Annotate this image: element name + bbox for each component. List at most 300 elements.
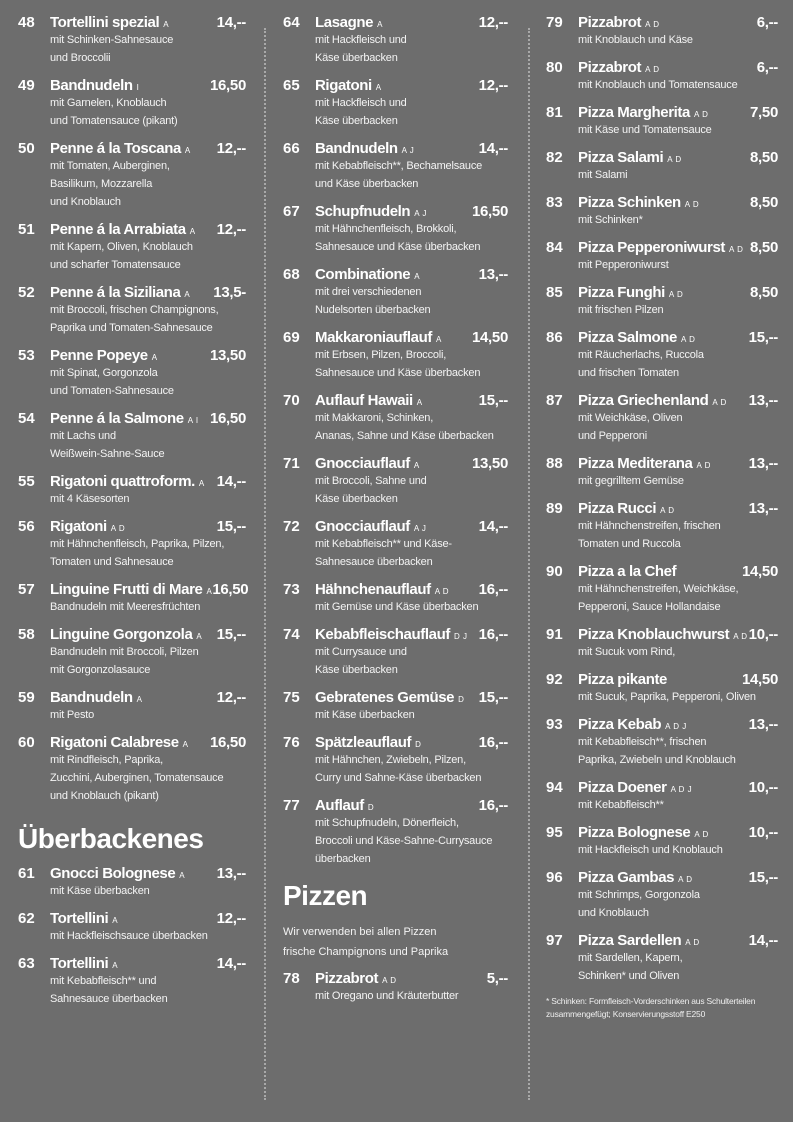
allergen-codes: A J — [401, 146, 415, 155]
menu-item-header — [546, 500, 778, 517]
item-description: und Knoblauch — [50, 196, 121, 208]
allergen-codes: A — [151, 353, 158, 362]
item-description: Sahnesauce überbacken — [315, 556, 433, 568]
item-number: 60 — [18, 734, 35, 751]
menu-item-header — [283, 797, 508, 814]
item-price: 15,-- — [748, 329, 778, 346]
menu-item — [283, 266, 508, 319]
item-description: mit Sardellen, Kapern, — [578, 952, 683, 964]
item-number: 89 — [546, 500, 563, 517]
item-description: mit Pepperoniwurst — [578, 259, 669, 271]
item-description: und Käse überbacken — [315, 178, 419, 190]
item-number: 49 — [18, 77, 35, 94]
item-description: Käse überbacken — [315, 493, 398, 505]
item-number: 53 — [18, 347, 35, 364]
menu-item — [283, 797, 508, 868]
item-price: 14,50 — [741, 671, 778, 688]
item-price: 13,-- — [216, 865, 246, 882]
item-name: Pizza Pepperoniwurst — [578, 239, 726, 256]
item-description: mit 4 Käsesorten — [50, 493, 130, 505]
menu-item — [283, 734, 508, 787]
auflauf-list — [283, 14, 508, 868]
item-name: Spätzleauflauf — [315, 734, 412, 751]
item-description: mit Hähnchen, Zwiebeln, Pilzen, — [315, 754, 466, 766]
menu-item-header — [546, 284, 778, 301]
item-price: 16,-- — [478, 797, 508, 814]
item-description: mit Kapern, Oliven, Knoblauch — [50, 241, 193, 253]
item-price: 14,-- — [216, 14, 246, 31]
menu-item-header — [283, 203, 508, 220]
item-description: mit Hähnchenstreifen, Weichkäse, — [578, 583, 739, 595]
item-price: 6,-- — [756, 59, 778, 76]
item-price: 10,-- — [748, 824, 778, 841]
item-number: 80 — [546, 59, 563, 76]
menu-item-header — [283, 689, 508, 706]
item-price: 15,-- — [478, 689, 508, 706]
allergen-codes: A D — [685, 938, 700, 947]
menu-item-header — [546, 149, 778, 166]
item-price: 13,-- — [748, 716, 778, 733]
menu-item — [546, 239, 778, 274]
menu-item-header — [18, 581, 249, 598]
item-name: Pizza Doener — [578, 779, 667, 796]
item-name: Tortellini — [50, 910, 109, 927]
item-name: Schupfnudeln — [315, 203, 411, 220]
item-number: 67 — [283, 203, 300, 220]
item-name: Linguine Gorgonzola — [50, 626, 193, 643]
menu-item — [546, 932, 778, 985]
item-description: mit Gemüse und Käse überbacken — [315, 601, 479, 613]
menu-item — [546, 329, 778, 382]
allergen-codes: D — [415, 740, 422, 749]
allergen-codes: A — [414, 272, 421, 281]
item-description: und Tomatensauce (pikant) — [50, 115, 178, 127]
allergen-codes: A — [206, 587, 213, 596]
item-number: 85 — [546, 284, 563, 301]
item-description: mit Hähnchenstreifen, frischen — [578, 520, 721, 532]
item-name: Tortellini — [50, 955, 109, 972]
item-number: 62 — [18, 910, 35, 927]
item-price: 15,-- — [216, 518, 246, 535]
pizza-list — [546, 14, 778, 985]
item-number: 93 — [546, 716, 563, 733]
allergen-codes: A J — [413, 524, 427, 533]
allergen-codes: A D — [696, 461, 711, 470]
item-description: mit Salami — [578, 169, 628, 181]
item-description: mit Hackfleisch und — [315, 34, 407, 46]
allergen-codes: A D — [668, 290, 684, 299]
menu-item — [546, 14, 778, 49]
item-number: 91 — [546, 626, 563, 643]
item-description: mit Pesto — [50, 709, 95, 721]
menu-item-header — [18, 955, 246, 972]
menu-item-header — [18, 284, 246, 301]
allergen-codes: A J — [414, 209, 427, 218]
item-description: Zucchini, Auberginen, Tomatensauce — [50, 772, 224, 784]
menu-item — [18, 865, 246, 900]
item-description: mit Hackfleischsauce überbacken — [50, 930, 208, 942]
item-description: mit Hackfleisch und Knoblauch — [578, 844, 723, 856]
item-description: Ananas, Sahne und Käse überbacken — [315, 430, 494, 442]
item-number: 92 — [546, 671, 563, 688]
item-number: 74 — [283, 626, 300, 643]
menu-item — [18, 626, 246, 679]
menu-item — [546, 149, 778, 184]
item-name: Pizza Salmone — [578, 329, 678, 346]
item-description: mit Hähnchenfleisch, Brokkoli, — [315, 223, 457, 235]
item-name: Penne Popeye — [50, 347, 148, 364]
allergen-codes: A D — [681, 335, 696, 344]
allergen-codes: A I — [187, 416, 199, 425]
item-price: 15,-- — [216, 626, 246, 643]
pizzabrot-list — [283, 970, 508, 1005]
menu-item — [546, 716, 778, 769]
allergen-codes: A — [377, 20, 383, 29]
item-price: 16,50 — [471, 203, 508, 220]
item-name: Pizza Griechenland — [578, 392, 709, 409]
item-number: 72 — [283, 518, 300, 535]
item-name: Pizza Bolognese — [578, 824, 691, 841]
item-description: Käse überbacken — [315, 664, 398, 676]
menu-column-pizza — [546, 14, 778, 1021]
allergen-codes: A — [136, 695, 143, 704]
menu-item-header — [546, 779, 778, 796]
item-number: 76 — [283, 734, 300, 751]
item-name: Pizza Knoblauchwurst — [578, 626, 730, 643]
menu-item — [546, 779, 778, 814]
item-description: mit Kebabfleisch**, Bechamelsauce — [315, 160, 483, 172]
pasta-list — [18, 14, 249, 805]
item-number: 52 — [18, 284, 35, 301]
item-description: mit Käse überbacken — [50, 885, 150, 897]
item-name: Hähnchenauflauf — [315, 581, 431, 598]
item-price: 13,-- — [748, 500, 778, 517]
menu-item — [546, 824, 778, 859]
item-price: 10,-- — [748, 626, 778, 643]
item-name: Auflauf Hawaii — [315, 392, 413, 409]
item-number: 94 — [546, 779, 563, 796]
item-description: mit Garnelen, Knoblauch — [50, 97, 167, 109]
item-price: 12,-- — [216, 221, 246, 238]
item-name: Bandnudeln — [50, 77, 133, 94]
menu-item — [18, 347, 246, 400]
allergen-codes: A — [413, 461, 420, 470]
item-number: 69 — [283, 329, 300, 346]
menu-column-auflauf — [283, 14, 508, 1015]
item-description: mit Gorgonzolasauce — [50, 664, 151, 676]
item-description: und scharfer Tomatensauce — [50, 259, 181, 271]
item-description: mit gegrilltem Gemüse — [578, 475, 684, 487]
allergen-codes: A — [163, 20, 170, 29]
menu-item-header — [18, 347, 246, 364]
item-description: mit Schinken* — [578, 214, 643, 226]
item-description: Sahnesauce und Käse überbacken — [315, 367, 481, 379]
allergen-codes: A D — [667, 155, 682, 164]
item-number: 79 — [546, 14, 563, 31]
menu-item — [283, 14, 508, 67]
item-description: mit Hackfleisch und — [315, 97, 407, 109]
menu-item — [18, 221, 246, 274]
item-description: Nudelsorten überbacken — [315, 304, 431, 316]
menu-item-header — [546, 824, 778, 841]
allergen-codes: A D — [712, 398, 727, 407]
menu-item — [546, 104, 778, 139]
item-description: Pepperoni, Sauce Hollandaise — [578, 601, 721, 613]
menu-item-header — [546, 869, 778, 886]
item-name: Bandnudeln — [315, 140, 398, 157]
menu-item — [546, 869, 778, 922]
item-price: 12,-- — [216, 689, 246, 706]
item-name: Penne á la Arrabiata — [50, 221, 186, 238]
item-name: Pizza Kebab — [578, 716, 662, 733]
item-price: 15,-- — [748, 869, 778, 886]
item-number: 78 — [283, 970, 300, 987]
item-description: mit Sucuk vom Rind, — [578, 646, 676, 658]
item-number: 97 — [546, 932, 563, 949]
item-description: mit Currysauce und — [315, 646, 407, 658]
menu-item — [18, 14, 246, 67]
item-number: 55 — [18, 473, 35, 490]
item-description: Sahnesauce und Käse überbacken — [315, 241, 481, 253]
menu-item-header — [546, 626, 778, 643]
item-name: Rigatoni — [315, 77, 372, 94]
section-title-pizzen: Pizzen — [283, 880, 368, 911]
item-name: Bandnudeln — [50, 689, 133, 706]
menu-item-header — [18, 221, 246, 238]
item-description: Weißwein-Sahne-Sauce — [50, 448, 165, 460]
menu-item-header — [18, 473, 246, 490]
item-number: 75 — [283, 689, 300, 706]
allergen-codes: A — [184, 290, 191, 299]
menu-item — [18, 140, 246, 211]
item-name: Gnocciauflauf — [315, 455, 410, 472]
item-description: Paprika und Tomaten-Sahnesauce — [50, 322, 213, 334]
item-description: mit Knoblauch und Käse — [578, 34, 693, 46]
item-number: 87 — [546, 392, 563, 409]
item-description: Basilikum, Mozzarella — [50, 178, 153, 190]
item-description: mit frischen Pilzen — [578, 304, 664, 316]
item-description: Sahnesauce überbacken — [50, 993, 168, 1005]
menu-item — [18, 77, 246, 130]
menu-item — [283, 970, 508, 1005]
item-number: 73 — [283, 581, 300, 598]
menu-item-header — [18, 689, 246, 706]
menu-item-header — [546, 239, 778, 256]
menu-item — [283, 140, 508, 193]
item-description: mit Tomaten, Auberginen, — [50, 160, 170, 172]
menu-item — [283, 392, 508, 445]
item-price: 16,50 — [212, 581, 249, 598]
menu-item — [18, 689, 246, 724]
allergen-codes: A D — [733, 632, 748, 641]
item-price: 16,-- — [478, 581, 508, 598]
allergen-codes: A — [182, 740, 189, 749]
menu-item — [18, 910, 246, 945]
item-name: Lasagne — [315, 14, 374, 31]
item-description: und Pepperoni — [578, 430, 647, 442]
item-name: Penne á la Salmone — [50, 410, 184, 427]
item-name: Pizza Gambas — [578, 869, 675, 886]
item-name: Pizza Sardellen — [578, 932, 682, 949]
item-description: mit Knoblauch und Tomatensauce — [578, 79, 738, 91]
item-name: Pizza a la Chef — [578, 563, 677, 580]
menu-item — [546, 59, 778, 94]
section-title-ueberbackenes: Überbackenes — [18, 823, 204, 854]
item-number: 59 — [18, 689, 35, 706]
item-description: mit Schinken-Sahnesauce — [50, 34, 174, 46]
menu-item-header — [283, 581, 508, 598]
menu-item-header — [283, 734, 508, 751]
menu-item — [283, 77, 508, 130]
item-name: Pizza pikante — [578, 671, 667, 688]
menu-item — [283, 329, 508, 382]
allergen-codes: A — [184, 146, 191, 155]
item-price: 7,50 — [750, 104, 778, 121]
item-name: Tortellini spezial — [50, 14, 160, 31]
menu-item — [546, 455, 778, 490]
item-name: Pizzabrot — [315, 970, 379, 987]
menu-item — [283, 689, 508, 724]
item-name: Rigatoni Calabrese — [50, 734, 179, 751]
item-number: 96 — [546, 869, 563, 886]
item-price: 12,-- — [478, 14, 508, 31]
menu-item — [546, 626, 778, 661]
item-number: 48 — [18, 14, 35, 31]
item-price: 8,50 — [750, 239, 778, 256]
menu-item — [283, 518, 508, 571]
menu-item-header — [18, 14, 246, 31]
pizzen-intro-line: frische Champignons und Paprika — [283, 946, 449, 958]
menu-item-header — [18, 865, 246, 882]
item-number: 77 — [283, 797, 300, 814]
item-number: 66 — [283, 140, 300, 157]
menu-item-header — [546, 14, 778, 31]
menu-item-header — [283, 970, 508, 987]
item-price: 16,50 — [209, 77, 246, 94]
item-price: 13,-- — [748, 455, 778, 472]
item-description: Käse überbacken — [315, 52, 398, 64]
allergen-codes: I — [136, 83, 140, 92]
item-price: 13,50 — [209, 347, 246, 364]
item-name: Combinatione — [315, 266, 411, 283]
allergen-codes: A D — [693, 110, 709, 119]
item-description: und Tomaten-Sahnesauce — [50, 385, 174, 397]
allergen-codes: D J — [453, 632, 468, 641]
menu-item — [18, 410, 246, 463]
menu-item-header — [546, 392, 778, 409]
item-number: 84 — [546, 239, 563, 256]
item-name: Penne á la Toscana — [50, 140, 181, 157]
allergen-codes: A — [112, 961, 119, 970]
footnote-line: * Schinken: Formfleisch-Vorderschinken aus Schulterteilen — [546, 996, 756, 1006]
item-description: mit Lachs und — [50, 430, 116, 442]
menu-item — [18, 284, 246, 337]
allergen-codes: A — [375, 83, 382, 92]
item-description: mit Broccoli, Sahne und — [315, 475, 427, 487]
item-price: 14,-- — [478, 518, 508, 535]
menu-item-header — [283, 77, 508, 94]
item-name: Linguine Frutti di Mare — [50, 581, 203, 598]
item-number: 88 — [546, 455, 563, 472]
menu-item-header — [18, 77, 246, 94]
item-description: Bandnudeln mit Meeresfrüchten — [50, 601, 201, 613]
menu-item-header — [546, 329, 778, 346]
item-description: mit Kebabfleisch** und — [50, 975, 157, 987]
item-name: Pizza Margherita — [578, 104, 690, 121]
allergen-codes: A — [198, 479, 205, 488]
menu-item-header — [283, 518, 508, 535]
item-description: Tomaten und Sahnesauce — [50, 556, 174, 568]
item-number: 95 — [546, 824, 563, 841]
item-name: Gnocciauflauf — [315, 518, 410, 535]
menu-item-header — [18, 410, 246, 427]
menu-item — [18, 518, 246, 571]
menu-item — [18, 955, 246, 1008]
item-number: 68 — [283, 266, 300, 283]
item-description: mit Käse überbacken — [315, 709, 415, 721]
item-description: Broccoli und Käse-Sahne-Currysauce — [315, 835, 493, 847]
menu-item — [283, 626, 508, 679]
menu-item — [546, 392, 778, 445]
allergen-codes: A — [189, 227, 196, 236]
item-name: Pizzabrot — [578, 59, 642, 76]
menu-item-header — [18, 910, 246, 927]
item-description: überbacken — [315, 853, 371, 865]
menu-item-header — [546, 59, 778, 76]
item-description: und Broccolii — [50, 52, 111, 64]
item-number: 81 — [546, 104, 563, 121]
item-price: 16,50 — [209, 734, 246, 751]
item-name: Gebratenes Gemüse — [315, 689, 455, 706]
menu-item-header — [18, 626, 246, 643]
item-description: mit Oregano und Kräuterbutter — [315, 990, 459, 1002]
allergen-codes: A — [435, 335, 442, 344]
item-price: 14,-- — [216, 473, 246, 490]
item-number: 63 — [18, 955, 35, 972]
allergen-codes: A D — [645, 65, 660, 74]
allergen-codes: A D — [684, 200, 700, 209]
item-price: 8,50 — [750, 284, 778, 301]
menu-item — [546, 500, 778, 553]
item-description: mit drei verschiedenen — [315, 286, 422, 298]
item-description: Paprika, Zwiebeln und Knoblauch — [578, 754, 736, 766]
item-price: 10,-- — [748, 779, 778, 796]
item-description: mit Räucherlachs, Ruccola — [578, 349, 704, 361]
item-name: Kebabfleischauflauf — [315, 626, 450, 643]
menu-item-header — [18, 518, 246, 535]
item-price: 6,-- — [756, 14, 778, 31]
item-number: 51 — [18, 221, 35, 238]
item-number: 54 — [18, 410, 35, 427]
allergen-codes: A D — [382, 976, 397, 985]
allergen-codes: A D — [660, 506, 675, 515]
item-price: 13,-- — [478, 266, 508, 283]
item-description: und frischen Tomaten — [578, 367, 679, 379]
item-price: 14,-- — [216, 955, 246, 972]
item-description: mit Weichkäse, Oliven — [578, 412, 683, 424]
item-description: Schinken* und Oliven — [578, 970, 680, 982]
item-price: 14,50 — [741, 563, 778, 580]
item-name: Gnocci Bolognese — [50, 865, 176, 882]
item-description: mit Sucuk, Paprika, Pepperoni, Oliven — [578, 691, 756, 703]
item-number: 65 — [283, 77, 300, 94]
menu-item — [546, 563, 778, 616]
allergen-codes: A D J — [670, 785, 693, 794]
menu-item-header — [283, 140, 508, 157]
item-price: 16,-- — [478, 734, 508, 751]
menu-item-header — [18, 140, 246, 157]
item-description: mit Schrimps, Gorgonzola — [578, 889, 700, 901]
